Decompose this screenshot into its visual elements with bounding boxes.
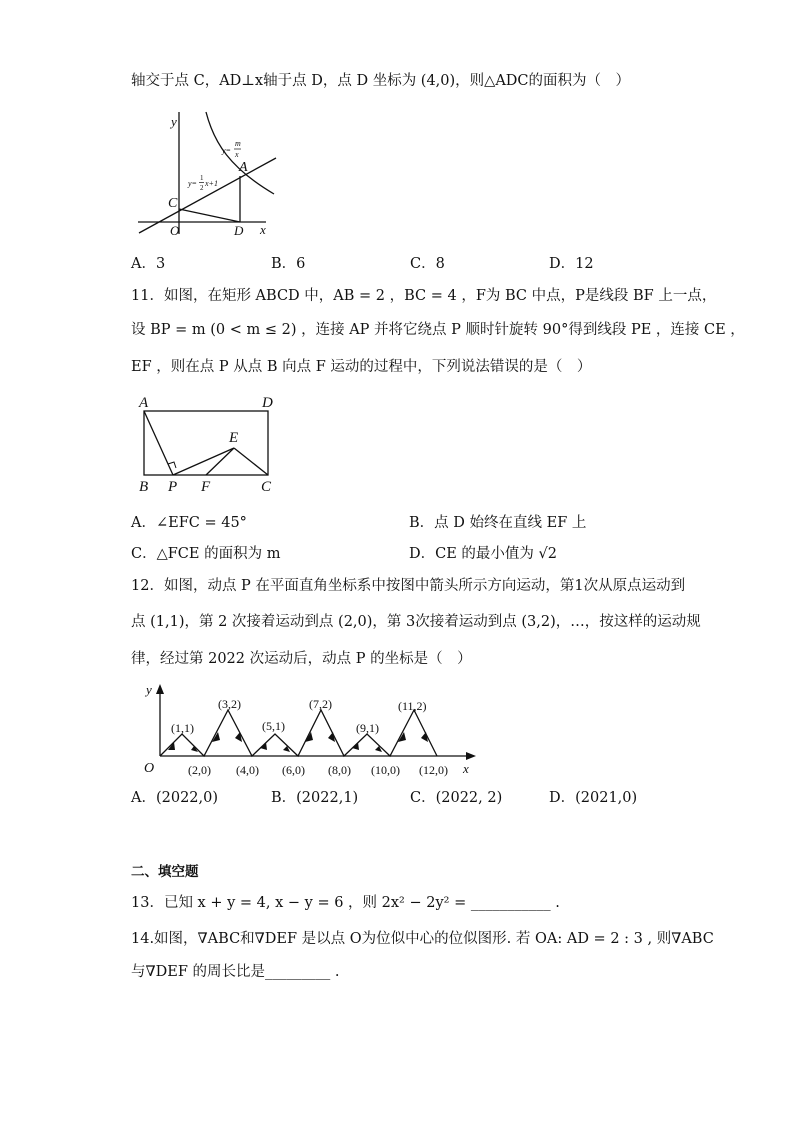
base-label: (10,0) bbox=[371, 763, 400, 777]
q11-text-line3: EF ，则在点 P 从点 B 向点 F 运动的过程中，下列说法错误的是（ ） bbox=[131, 359, 592, 375]
q10-figure bbox=[134, 108, 284, 243]
base-label: (2,0) bbox=[188, 763, 211, 777]
q11-text-line1: 11．如图，在矩形 ABCD 中，AB = 2 ，BC = 4 ，F为 BC 中点，P是线段 BF 上一点， bbox=[131, 288, 717, 304]
base-label: (12,0) bbox=[419, 763, 448, 777]
q10-option-d[interactable]: D．12 bbox=[549, 256, 594, 272]
q14-text-line1: 14.如图，∇ABC和∇DEF 是以点 O为位似中心的位似图形. 若 OA: AD = 2 : 3 , 则∇ABC bbox=[131, 931, 714, 947]
peak-label: (3,2) bbox=[218, 697, 241, 711]
origin-label: O bbox=[144, 761, 155, 776]
curve-eq-y: y= bbox=[222, 146, 231, 155]
point-e-label: E bbox=[229, 430, 239, 446]
point-d-label: D bbox=[234, 223, 244, 238]
q12-text-line3: 律，经过第 2022 次运动后，动点 P 的坐标是（ ） bbox=[131, 651, 472, 667]
q12-option-d[interactable]: D．(2021,0) bbox=[549, 790, 638, 806]
q11-option-c[interactable]: C．△FCE 的面积为 m bbox=[131, 546, 281, 562]
axis-x-label: x bbox=[463, 761, 469, 776]
base-label: (4,0) bbox=[236, 763, 259, 777]
peak-label: (11,2) bbox=[398, 699, 427, 713]
q11-option-b[interactable]: B．点 D 始终在直线 EF 上 bbox=[409, 515, 587, 531]
q12-option-b[interactable]: B．(2022,1) bbox=[271, 790, 359, 806]
base-label: (8,0) bbox=[328, 763, 351, 777]
q12-text-line2: 点 (1,1)，第 2 次接着运动到点 (2,0)，第 3次接着运动到点 (3,2)，…，按这样的运动规 bbox=[131, 614, 701, 630]
curve-eq-m: m bbox=[235, 139, 241, 148]
peak-label: (9,1) bbox=[356, 721, 379, 735]
q10-option-c[interactable]: C．8 bbox=[410, 256, 445, 272]
q11-option-a[interactable]: A．∠EFC = 45° bbox=[131, 515, 247, 531]
q12-figure bbox=[140, 680, 480, 782]
q10-text: 轴交于点 C，AD⊥x轴于点 D，点 D 坐标为 (4,0)，则△ADC的面积为（ ） bbox=[131, 73, 631, 89]
curve-eq-x: x bbox=[235, 150, 239, 159]
point-a-label: A bbox=[239, 160, 248, 175]
rect-vertex-b: B bbox=[139, 479, 149, 495]
q11-option-d[interactable]: D．CE 的最小值为 √2 bbox=[409, 546, 557, 562]
q11-text-line2: 设 BP = m (0 < m ≤ 2) ，连接 AP 并将它绕点 P 顺时针旋转 90°得到线段 PE ，连接 CE ， bbox=[131, 322, 745, 338]
q12-option-c[interactable]: C．(2022, 2) bbox=[410, 790, 503, 806]
peak-label: (7,2) bbox=[309, 697, 332, 711]
q10-option-a[interactable]: A．3 bbox=[131, 256, 166, 272]
q14-text-line2: 与∇DEF 的周长比是_________ . bbox=[131, 964, 340, 980]
line-eq-num: 1 bbox=[200, 174, 204, 182]
point-c-label: C bbox=[168, 196, 178, 211]
q12-text-line1: 12．如图，动点 P 在平面直角坐标系中按图中箭头所示方向运动，第1次从原点运动到 bbox=[131, 578, 686, 594]
rect-vertex-a: A bbox=[139, 395, 149, 411]
axis-y-label: y bbox=[146, 682, 152, 697]
peak-label: (5,1) bbox=[262, 719, 285, 733]
section-title: 二、填空题 bbox=[131, 864, 199, 880]
peak-label: (1,1) bbox=[171, 721, 194, 735]
q13-text: 13．已知 x + y = 4, x − y = 6 ，则 2x² − 2y² = ___________ . bbox=[131, 895, 560, 911]
rect-vertex-c: C bbox=[261, 479, 272, 495]
line-eq-rest: x+1 bbox=[205, 179, 218, 188]
point-f-label: F bbox=[201, 479, 211, 495]
point-p-label: P bbox=[168, 479, 178, 495]
line-eq-den: 2 bbox=[200, 184, 204, 192]
axis-x-label: x bbox=[260, 222, 266, 237]
rect-vertex-d: D bbox=[262, 395, 273, 411]
q11-figure bbox=[134, 390, 284, 498]
origin-label: O bbox=[170, 223, 180, 238]
line-eq-y: y= bbox=[188, 179, 197, 188]
q10-option-b[interactable]: B．6 bbox=[271, 256, 306, 272]
axis-y-label: y bbox=[171, 114, 177, 129]
q12-option-a[interactable]: A．(2022,0) bbox=[131, 790, 219, 806]
base-label: (6,0) bbox=[282, 763, 305, 777]
